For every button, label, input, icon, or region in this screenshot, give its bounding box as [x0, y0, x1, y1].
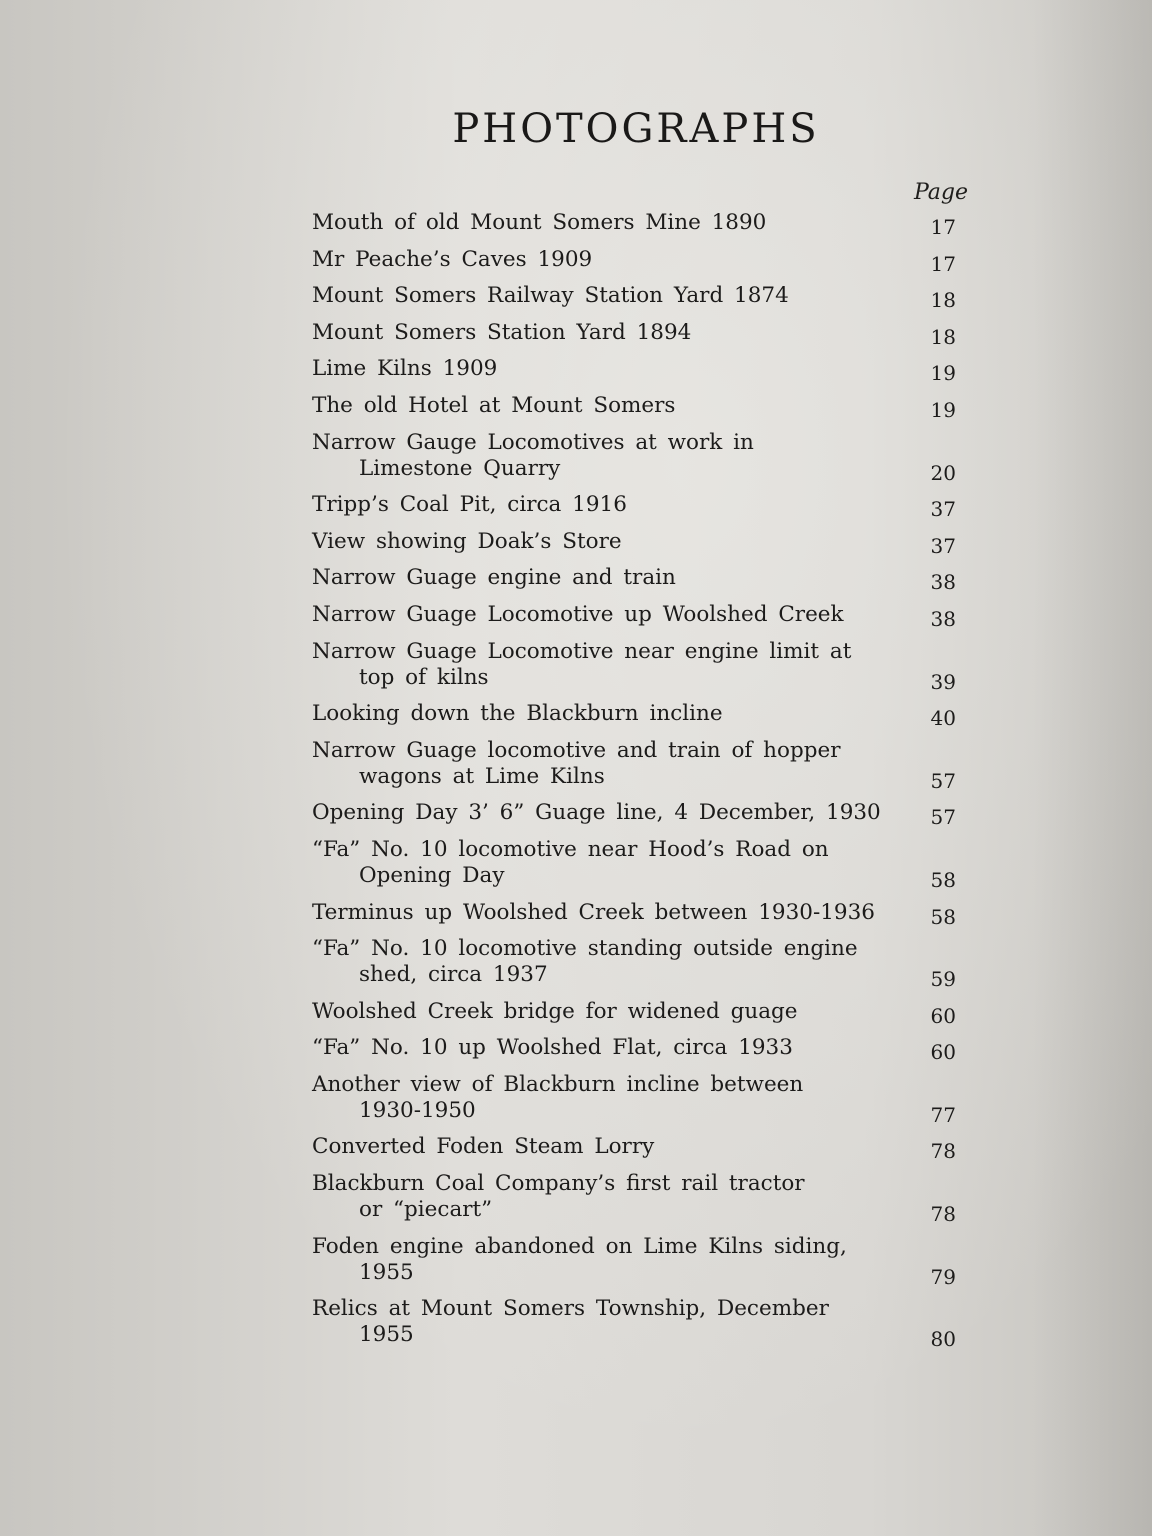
- list-item: [312, 492, 972, 522]
- entry-caption: [312, 1072, 892, 1124]
- page-column-heading: Page: [913, 180, 968, 205]
- list-item: [312, 1035, 972, 1065]
- list-item: [312, 1296, 972, 1352]
- page-edge-shadow: [1032, 0, 1152, 1536]
- entry-page-number: 60: [930, 1040, 956, 1065]
- list-item: [312, 1171, 972, 1227]
- entry-page-number: 80: [930, 1327, 956, 1352]
- list-item: [312, 998, 972, 1028]
- entry-page-number: 78: [930, 1202, 956, 1227]
- entry-caption-line: “Fa” No. 10 up Woolshed Flat, circa 1933: [312, 1035, 793, 1061]
- list-item: [312, 356, 972, 386]
- entry-caption-line: or “piecart”: [359, 1197, 493, 1223]
- list-item: [312, 1134, 972, 1164]
- entry-caption-line: 1955: [359, 1259, 414, 1285]
- entry-page-number: 18: [930, 324, 956, 349]
- entry-page-number: 77: [930, 1102, 956, 1127]
- list-item: [312, 319, 972, 349]
- list-item: [312, 899, 972, 929]
- list-item: [312, 836, 972, 892]
- entry-caption-line: Narrow Guage Locomotive near engine limit at: [312, 638, 852, 664]
- entry-caption: [312, 430, 892, 482]
- entry-caption-line: View showing Doak’s Store: [312, 528, 622, 554]
- entry-page-number: 19: [930, 397, 956, 422]
- entry-caption: [312, 999, 892, 1025]
- entry-caption-line: Looking down the Blackburn incline: [312, 701, 723, 727]
- entry-caption: [312, 602, 892, 628]
- entry-caption-line: Narrow Gauge Locomotives at work in: [312, 429, 754, 455]
- entry-caption-line: Limestone Quarry: [359, 455, 561, 481]
- list-item: [312, 565, 972, 595]
- entry-caption-line: 1930-1950: [359, 1097, 476, 1123]
- entry-page-number: 37: [930, 497, 956, 522]
- entry-page-number: 18: [930, 288, 956, 313]
- entry-caption: [312, 393, 892, 419]
- entry-caption-line: Relics at Mount Somers Township, December: [312, 1296, 829, 1322]
- entry-page-number: 38: [930, 570, 956, 595]
- entry-page-number: 40: [930, 706, 956, 731]
- list-item: [312, 638, 972, 694]
- entry-caption: [312, 837, 892, 889]
- entry-caption-line: Mount Somers Station Yard 1894: [312, 319, 692, 345]
- entry-caption: [312, 639, 892, 691]
- entry-caption: [312, 1234, 892, 1286]
- entry-page-number: 17: [930, 215, 956, 239]
- entry-caption: [312, 210, 892, 236]
- entry-page-number: 58: [930, 867, 956, 892]
- list-item: [312, 737, 972, 793]
- entry-caption-line: Opening Day 3’ 6” Guage line, 4 December, 1930: [312, 800, 881, 826]
- entry-caption-line: wagons at Lime Kilns: [359, 763, 605, 789]
- entry-caption-line: The old Hotel at Mount Somers: [312, 392, 676, 418]
- entry-caption: [312, 1134, 892, 1160]
- entry-caption-line: Narrow Guage engine and train: [312, 565, 676, 591]
- entry-caption: [312, 247, 892, 273]
- entry-caption-line: Narrow Guage Locomotive up Woolshed Creek: [312, 601, 844, 627]
- entry-caption-line: “Fa” No. 10 locomotive near Hood’s Road on: [312, 836, 829, 862]
- entry-caption-line: shed, circa 1937: [359, 962, 548, 988]
- list-item: [312, 936, 972, 992]
- entry-caption-line: Narrow Guage locomotive and train of hopper: [312, 737, 841, 763]
- entry-page-number: 78: [930, 1139, 956, 1164]
- list-item: [312, 528, 972, 558]
- list-item: [312, 701, 972, 731]
- entry-caption-line: top of kilns: [359, 664, 489, 690]
- entry-page-number: 17: [930, 251, 956, 276]
- entry-page-number: 20: [930, 460, 956, 485]
- entry-caption: [312, 529, 892, 555]
- entry-caption-line: Terminus up Woolshed Creek between 1930-1936: [312, 899, 875, 925]
- entry-caption-line: Mr Peache’s Caves 1909: [312, 246, 593, 272]
- entry-page-number: 19: [930, 361, 956, 386]
- entry-caption-line: Foden engine abandoned on Lime Kilns siding,: [312, 1233, 847, 1259]
- entry-page-number: 39: [930, 669, 956, 694]
- entry-caption: [312, 492, 892, 518]
- list-item: [312, 1071, 972, 1127]
- list-item: [312, 392, 972, 422]
- entry-caption: [312, 738, 892, 790]
- entry-page-number: 38: [930, 606, 956, 631]
- list-item: [312, 429, 972, 485]
- entry-caption: [312, 1035, 892, 1061]
- entry-caption: [312, 936, 892, 988]
- entry-caption-line: Tripp’s Coal Pit, circa 1916: [312, 492, 627, 518]
- entry-caption-line: Converted Foden Steam Lorry: [312, 1134, 655, 1160]
- entry-caption-line: Opening Day: [359, 862, 505, 888]
- entry-caption: [312, 320, 892, 346]
- list-item: [312, 601, 972, 631]
- list-item: [312, 283, 972, 313]
- entry-caption: [312, 356, 892, 382]
- entry-page-number: 37: [930, 533, 956, 558]
- entry-page-number: 58: [930, 904, 956, 929]
- entry-caption-line: Another view of Blackburn incline between: [312, 1071, 804, 1097]
- entry-caption-line: Mouth of old Mount Somers Mine 1890: [312, 210, 767, 235]
- photograph-list: [312, 210, 972, 1359]
- entry-page-number: 57: [930, 768, 956, 793]
- entry-caption-line: Woolshed Creek bridge for widened guage: [312, 998, 798, 1024]
- entry-page-number: 59: [930, 967, 956, 992]
- entry-page-number: 57: [930, 805, 956, 830]
- entry-caption-line: Blackburn Coal Company’s first rail tractor: [312, 1171, 805, 1197]
- entry-page-number: 79: [930, 1264, 956, 1289]
- entry-caption-line: 1955: [359, 1322, 414, 1348]
- entry-caption-line: Mount Somers Railway Station Yard 1874: [312, 283, 789, 309]
- list-item: [312, 210, 972, 239]
- entry-caption: [312, 701, 892, 727]
- entry-caption: [312, 283, 892, 309]
- entry-caption-line: “Fa” No. 10 locomotive standing outside engine: [312, 936, 858, 962]
- list-item: [312, 1233, 972, 1289]
- entry-caption: [312, 1296, 892, 1348]
- entry-caption: [312, 1171, 892, 1223]
- entry-caption: [312, 565, 892, 591]
- entry-caption: [312, 900, 892, 926]
- entry-page-number: 60: [930, 1003, 956, 1028]
- entry-caption: [312, 800, 892, 826]
- list-item: [312, 800, 972, 830]
- entry-caption-line: Lime Kilns 1909: [312, 356, 498, 382]
- list-item: [312, 246, 972, 276]
- page-title: PHOTOGRAPHS: [452, 106, 820, 152]
